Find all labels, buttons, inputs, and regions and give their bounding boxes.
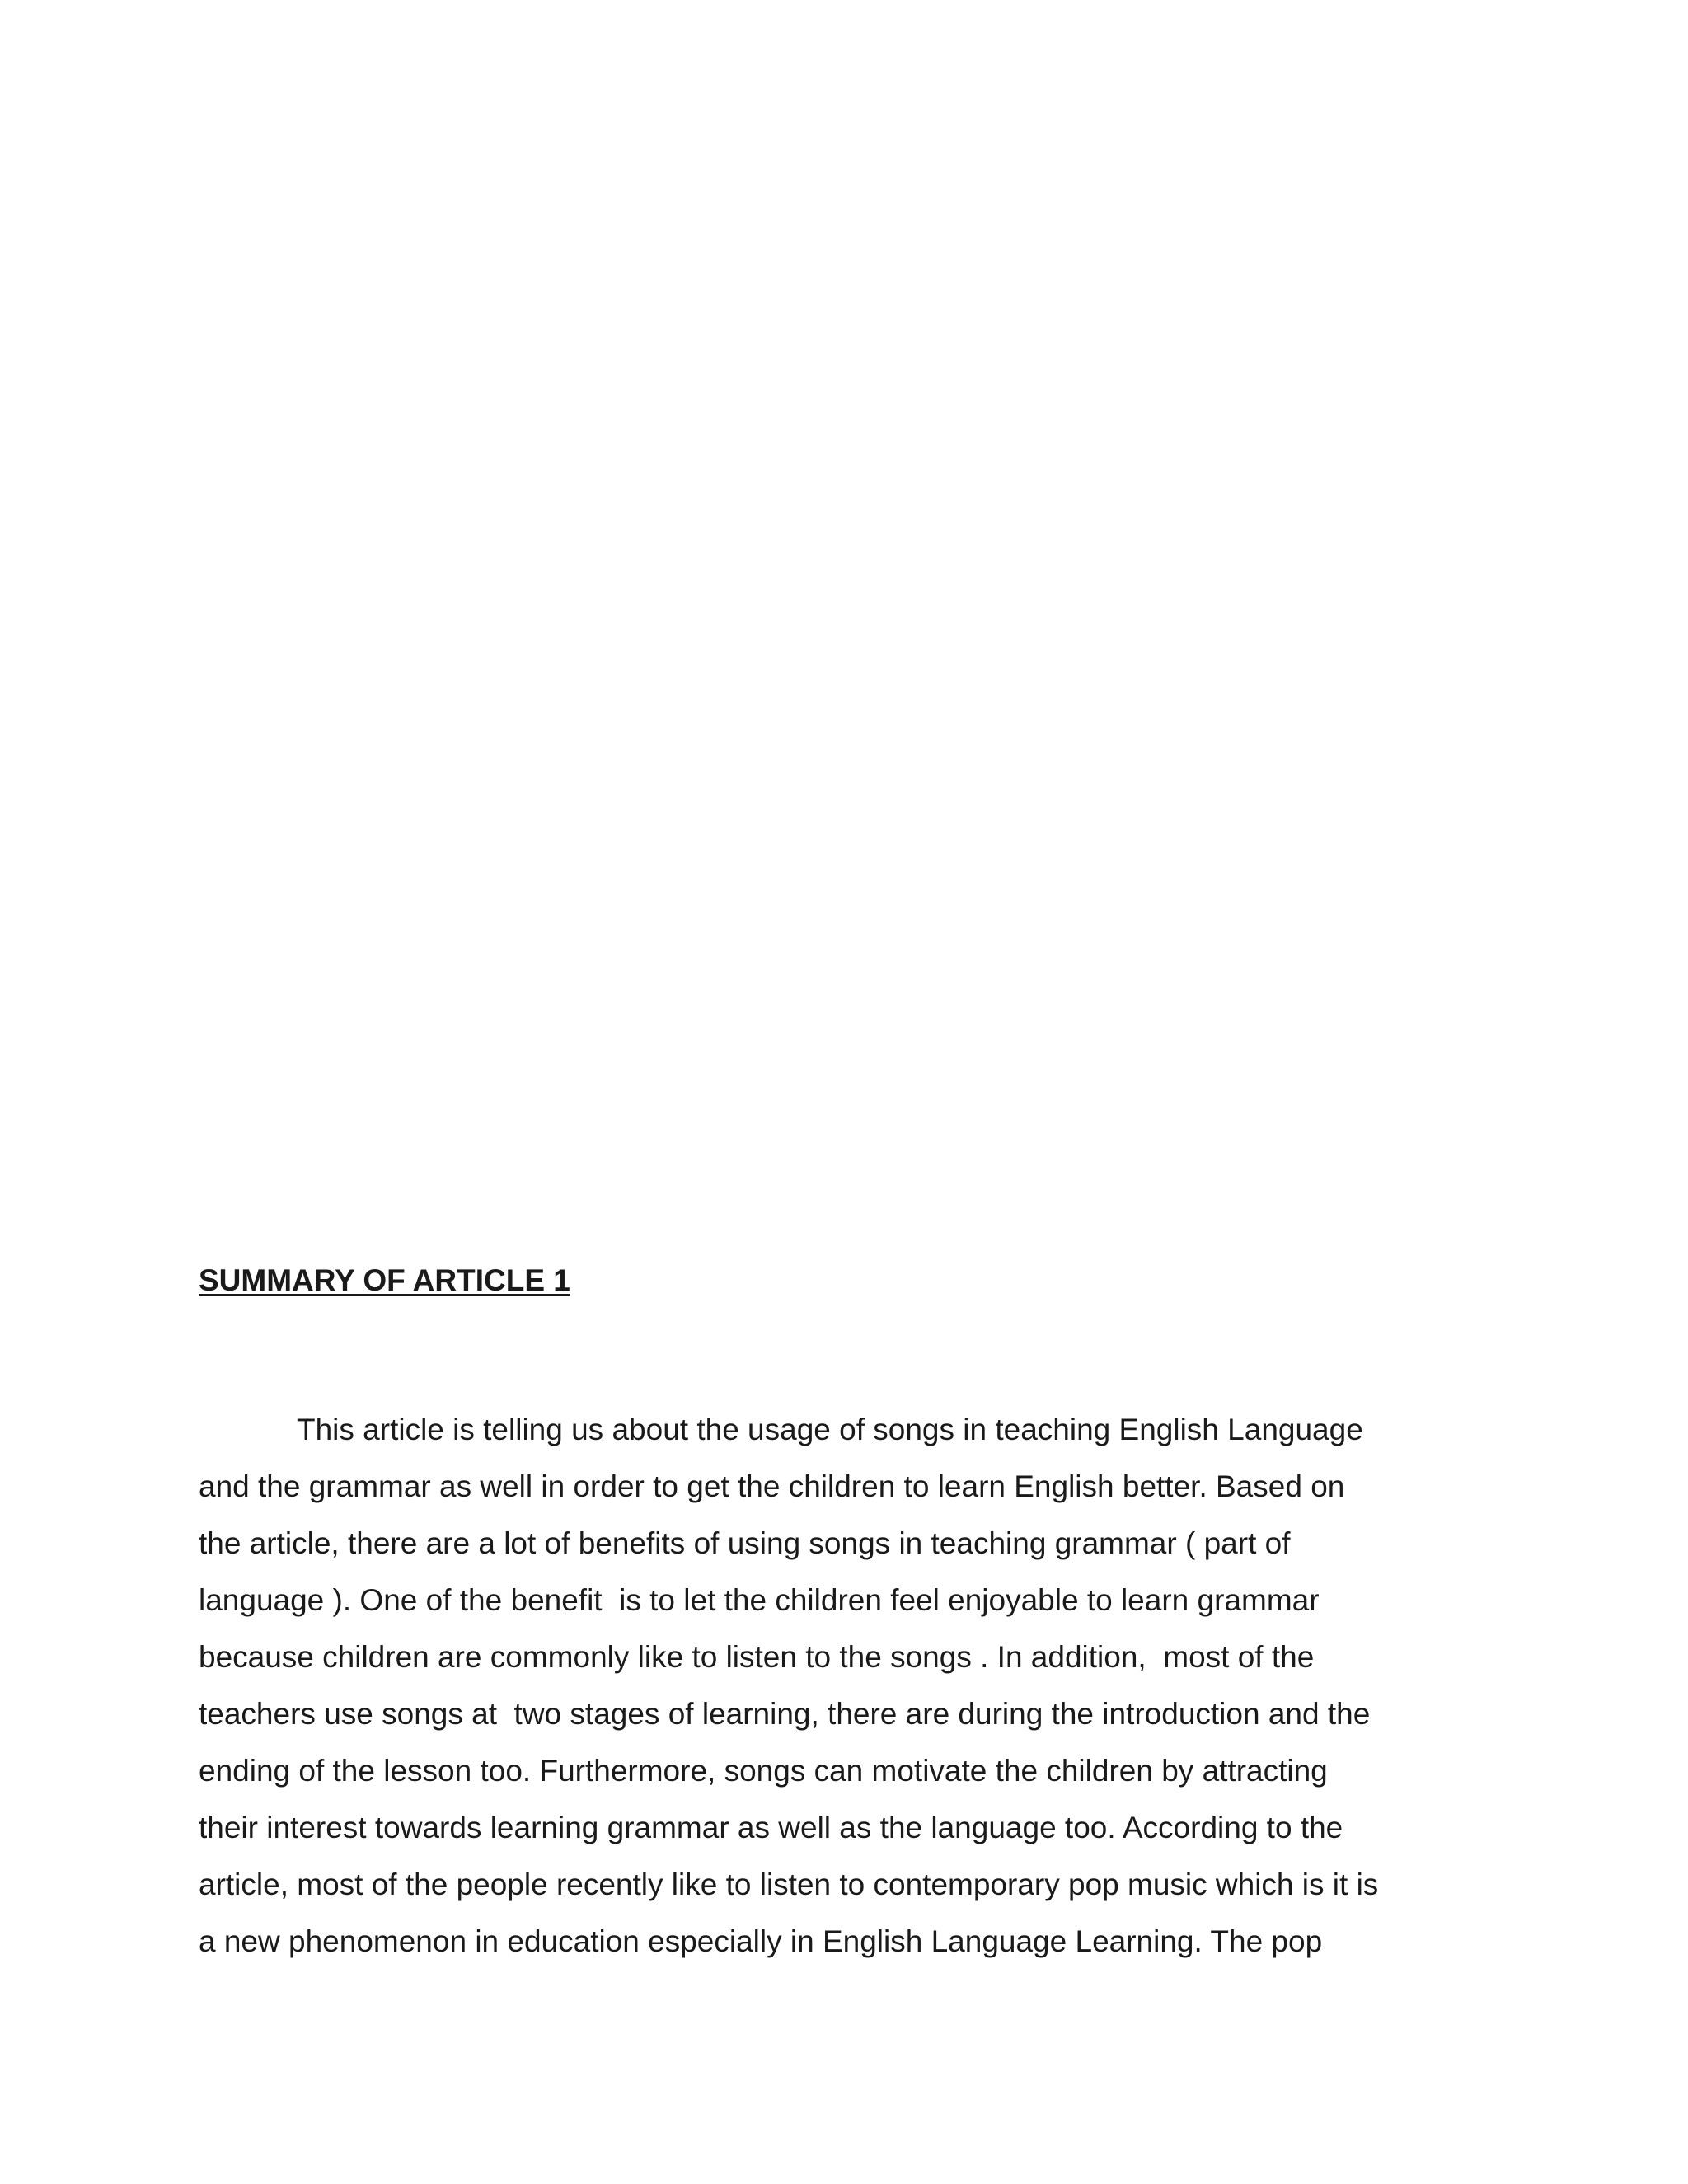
paragraph-line: article, most of the people recently like to listen to contemporary pop music which is it is — [199, 1868, 1379, 1901]
article-heading: SUMMARY OF ARTICLE 1 — [199, 1263, 570, 1297]
paragraph-line: ending of the lesson too. Furthermore, songs can motivate the children by attracting — [199, 1754, 1328, 1788]
summary-paragraph — [199, 1401, 1517, 1970]
paragraph-line: language ). One of the benefit is to let the children feel enjoyable to learn grammar — [199, 1583, 1320, 1617]
paragraph-line: a new phenomenon in education especially in English Language Learning. The pop — [199, 1924, 1323, 1958]
paragraph-line: and the grammar as well in order to get the children to learn English better. Based on — [199, 1469, 1345, 1503]
paragraph-line: because children are commonly like to listen to the songs . In addition, most of the — [199, 1640, 1315, 1674]
paragraph-line: the article, there are a lot of benefits of using songs in teaching grammar ( part of — [199, 1526, 1291, 1560]
paragraph-line: teachers use songs at two stages of learning, there are during the introduction and the — [199, 1697, 1371, 1731]
paragraph-line: their interest towards learning grammar as well as the language too. According to the — [199, 1811, 1343, 1844]
paragraph-line: This article is telling us about the usage of songs in teaching English Language — [297, 1413, 1363, 1446]
